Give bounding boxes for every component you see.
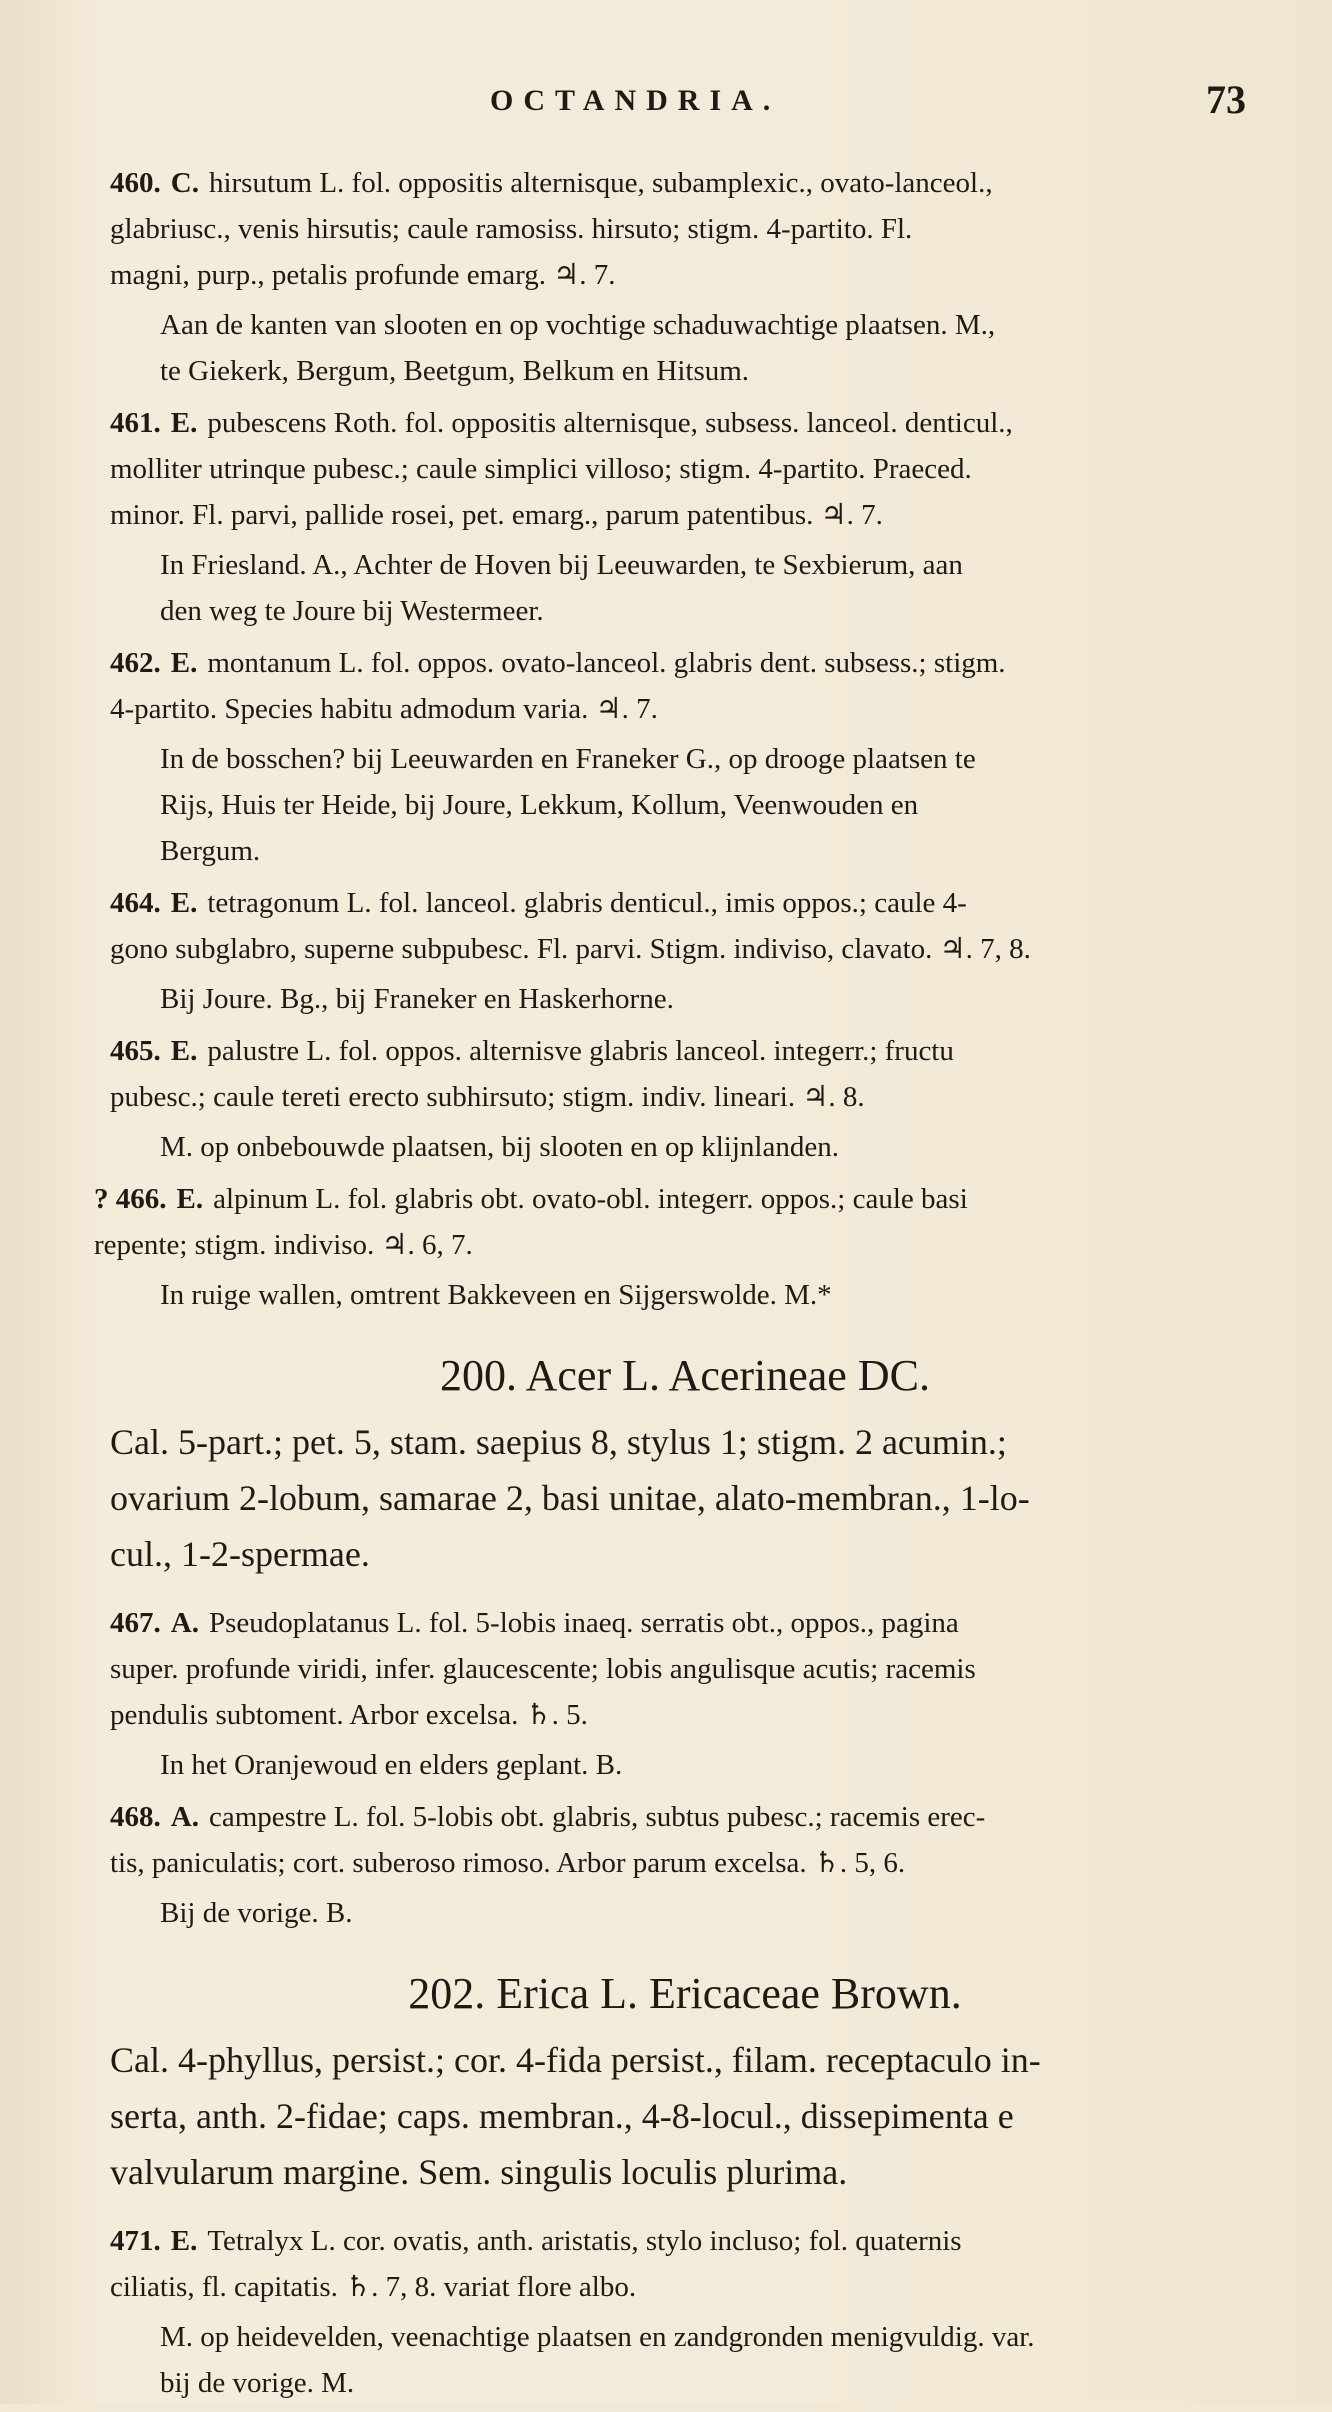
species-entry	[110, 160, 1260, 298]
species-entry	[110, 1794, 1260, 1886]
locality-note	[110, 736, 1260, 874]
locality-note	[110, 1890, 1260, 1936]
entry-line: montanum L. fol. oppos. ovato-lanceol. glabris dent. subsess.; stigm.	[207, 647, 1006, 679]
page-number: 73	[1206, 77, 1246, 122]
entry-number: 465.	[110, 1035, 161, 1067]
entry-number: 471.	[110, 2225, 161, 2257]
genus-abbrev: E.	[170, 2225, 198, 2257]
entry-line: pubesc.; caule tereti erecto subhirsuto; stigm. indiv. lineari. ♃. 8.	[110, 1081, 865, 1113]
page-body	[94, 160, 1260, 2412]
genus-abbrev: C.	[170, 167, 199, 199]
locality-line: bij de vorige. M.	[160, 2367, 355, 2399]
locality-line: Aan de kanten van slooten en op vochtige schaduwachtige plaatsen. M.,	[160, 309, 996, 341]
locality-line: te Giekerk, Bergum, Beetgum, Belkum en Hitsum.	[160, 355, 750, 387]
locality-note	[110, 302, 1260, 394]
diagnosis-line: cul., 1-2-spermae.	[110, 1534, 370, 1574]
entry-line: pubescens Roth. fol. oppositis alternisque, subsess. lanceol. denticul.,	[207, 407, 1013, 439]
locality-line: In ruige wallen, omtrent Bakkeveen en Sijgerswolde. M.*	[160, 1279, 832, 1311]
entry-line: tetragonum L. fol. lanceol. glabris denticul., imis oppos.; caule 4-	[207, 887, 967, 919]
locality-note	[110, 1272, 1260, 1318]
species-entry	[110, 1600, 1260, 1738]
locality-line: den weg te Joure bij Westermeer.	[160, 595, 544, 627]
genus-abbrev: E.	[170, 647, 198, 679]
entry-line: campestre L. fol. 5-lobis obt. glabris, subtus pubesc.; racemis erec-	[208, 1801, 986, 1833]
entry-line: alpinum L. fol. glabris obt. ovato-obl. integerr. oppos.; caule basi	[213, 1183, 968, 1215]
genus-abbrev: E.	[176, 1183, 204, 1215]
locality-line: M. op onbebouwde plaatsen, bij slooten en op klijnlanden.	[160, 1131, 839, 1163]
entry-line: glabriusc., venis hirsutis; caule ramosiss. hirsuto; stigm. 4-partito. Fl.	[110, 213, 913, 245]
genus-diagnosis	[110, 1414, 1260, 1582]
locality-line: Bergum.	[160, 835, 261, 867]
running-title: OCTANDRIA.	[490, 84, 781, 117]
entry-line: pendulis subtoment. Arbor excelsa. ♄. 5.	[110, 1699, 588, 1731]
locality-note	[110, 1124, 1260, 1170]
entry-number: 462.	[110, 647, 161, 679]
locality-note	[110, 976, 1260, 1022]
entry-number: ? 466.	[94, 1183, 167, 1215]
species-entry	[110, 400, 1260, 538]
locality-line: Bij de vorige. B.	[160, 1897, 353, 1929]
entry-line: Tetralyx L. cor. ovatis, anth. aristatis, stylo incluso; fol. quaternis	[207, 2225, 962, 2257]
entry-number: 460.	[110, 167, 161, 199]
species-entry	[110, 2218, 1260, 2310]
diagnosis-line: Cal. 4-phyllus, persist.; cor. 4-fida persist., filam. receptaculo in-	[110, 2040, 1041, 2080]
diagnosis-line: valvularum margine. Sem. singulis loculis plurima.	[110, 2152, 848, 2192]
locality-line: M. op heidevelden, veenachtige plaatsen en zandgronden menigvuldig. var.	[160, 2321, 1035, 2353]
locality-note	[110, 2314, 1260, 2406]
species-entry	[110, 640, 1260, 732]
entry-line: Pseudoplatanus L. fol. 5-lobis inaeq. serratis obt., oppos., pagina	[208, 1607, 959, 1639]
species-entry	[110, 880, 1260, 972]
genus-abbrev: E.	[170, 1035, 198, 1067]
entry-line: super. profunde viridi, infer. glaucescente; lobis angulisque acutis; racemis	[110, 1653, 976, 1685]
entry-line: repente; stigm. indiviso. ♃. 6, 7.	[94, 1229, 473, 1261]
entry-line: palustre L. fol. oppos. alternisve glabris lanceol. integerr.; fructu	[207, 1035, 954, 1067]
locality-note	[110, 1742, 1260, 1788]
entry-line: minor. Fl. parvi, pallide rosei, pet. emarg., parum patentibus. ♃. 7.	[110, 499, 883, 531]
genus-abbrev: E.	[170, 407, 198, 439]
locality-line: Bij Joure. Bg., bij Franeker en Haskerhorne.	[160, 983, 674, 1015]
diagnosis-line: serta, anth. 2-fidae; caps. membran., 4-8-locul., dissepimenta e	[110, 2096, 1014, 2136]
genus-abbrev: E.	[170, 887, 198, 919]
locality-note	[110, 542, 1260, 634]
entry-number: 467.	[110, 1607, 161, 1639]
entry-line: tis, paniculatis; cort. suberoso rimoso. Arbor parum excelsa. ♄. 5, 6.	[110, 1847, 906, 1879]
entry-number: 468.	[110, 1801, 161, 1833]
genus-diagnosis	[110, 2032, 1260, 2200]
locality-line: In Friesland. A., Achter de Hoven bij Leeuwarden, te Sexbierum, aan	[160, 549, 963, 581]
genus-heading: 202. Erica L. Ericaceae Brown.	[408, 1969, 962, 2018]
entry-number: 464.	[110, 887, 161, 919]
locality-line: In het Oranjewoud en elders geplant. B.	[160, 1749, 623, 1781]
species-entry	[94, 1176, 1260, 1268]
genus-abbrev: A.	[170, 1801, 199, 1833]
entry-number: 461.	[110, 407, 161, 439]
locality-line: Rijs, Huis ter Heide, bij Joure, Lekkum, Kollum, Veenwouden en	[160, 789, 919, 821]
entry-line: 4-partito. Species habitu admodum varia. ♃. 7.	[110, 693, 658, 725]
entry-line: molliter utrinque pubesc.; caule simplici villoso; stigm. 4-partito. Praeced.	[110, 453, 972, 485]
page-header	[0, 78, 1332, 128]
entry-line: gono subglabro, superne subpubesc. Fl. parvi. Stigm. indiviso, clavato. ♃. 7, 8.	[110, 933, 1031, 965]
entry-line: hirsutum L. fol. oppositis alternisque, subamplexic., ovato-lanceol.,	[208, 167, 993, 199]
species-entry	[110, 1028, 1260, 1120]
genus-heading: 200. Acer L. Acerineae DC.	[440, 1351, 930, 1400]
diagnosis-line: Cal. 5-part.; pet. 5, stam. saepius 8, stylus 1; stigm. 2 acumin.;	[110, 1422, 1007, 1462]
entry-line: ciliatis, fl. capitatis. ♄. 7, 8. variat flore albo.	[110, 2271, 637, 2303]
entry-line: magni, purp., petalis profunde emarg. ♃. 7.	[110, 259, 616, 291]
genus-abbrev: A.	[170, 1607, 199, 1639]
diagnosis-line: ovarium 2-lobum, samarae 2, basi unitae, alato-membran., 1-lo-	[110, 1478, 1030, 1518]
locality-line: In de bosschen? bij Leeuwarden en Franeker G., op drooge plaatsen te	[160, 743, 976, 775]
